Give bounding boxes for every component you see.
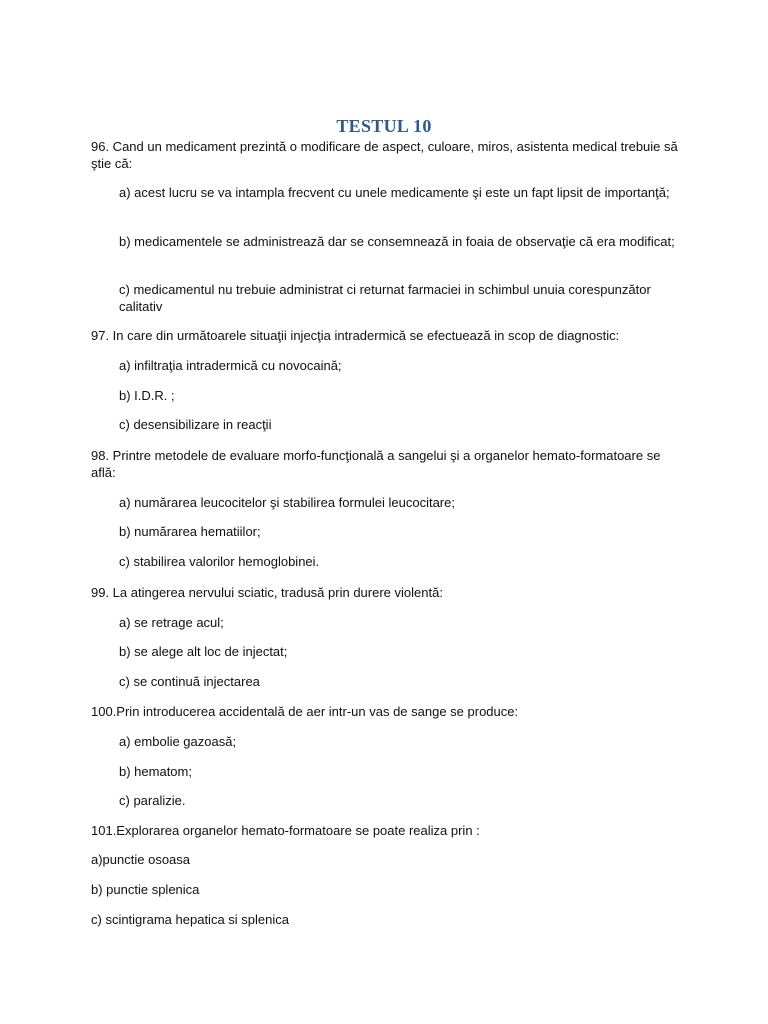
question-100: 100.Prin introducerea accidentală de aer intr-un vas de sange se produce: <box>91 704 519 719</box>
question-101-option-b: b) punctie splenica <box>91 882 200 897</box>
question-101-option-c: c) scintigrama hepatica si splenica <box>91 912 289 927</box>
question-96: 96. Cand un medicament prezintă o modificare de aspect, culoare, miros, asistenta medical trebuie să ştie că: <box>91 139 678 171</box>
page-title: TESTUL 10 <box>336 116 432 136</box>
question-97-option-b: b) I.D.R. ; <box>119 388 175 403</box>
question-97: 97. In care din următoarele situaţii injecţia intradermică se efectuează in scop de diagnostic: <box>91 328 620 343</box>
question-99-option-b: b) se alege alt loc de injectat; <box>119 644 288 659</box>
question-99-option-a: a) se retrage acul; <box>119 615 224 630</box>
question-96-option-a: a) acest lucru se va intampla frecvent cu unele medicamente şi este un fapt lipsit de importanţă; <box>119 185 670 200</box>
question-100-option-c: c) paralizie. <box>119 793 186 808</box>
question-96-option-c: c) medicamentul nu trebuie administrat ci returnat farmaciei in schimbul unuia corespunzător calitativ <box>119 282 651 314</box>
question-100-option-b: b) hematom; <box>119 764 192 779</box>
question-97-option-c: c) desensibilizare in reacţii <box>119 417 272 432</box>
question-101-option-a: a)punctie osoasa <box>91 852 191 867</box>
question-98-option-a: a) numărarea leucocitelor şi stabilirea formulei leucocitare; <box>119 495 455 510</box>
question-98: 98. Printre metodele de evaluare morfo-funcţională a sangelui şi a organelor hemato-formatoare se află: <box>91 448 661 480</box>
question-99-option-c: c) se continuă injectarea <box>119 674 260 689</box>
question-98-option-c: c) stabilirea valorilor hemoglobinei. <box>119 554 320 569</box>
question-98-option-b: b) numărarea hematiilor; <box>119 524 261 539</box>
question-101: 101.Explorarea organelor hemato-formatoare se poate realiza prin : <box>91 823 480 838</box>
question-100-option-a: a) embolie gazoasă; <box>119 734 237 749</box>
question-96-option-b: b) medicamentele se administrează dar se consemnează in foaia de observaţie că era modificat; <box>119 234 675 249</box>
question-97-option-a: a) infiltraţia intradermică cu novocaină; <box>119 358 342 373</box>
question-99: 99. La atingerea nervului sciatic, tradusă prin durere violentă: <box>91 585 443 600</box>
